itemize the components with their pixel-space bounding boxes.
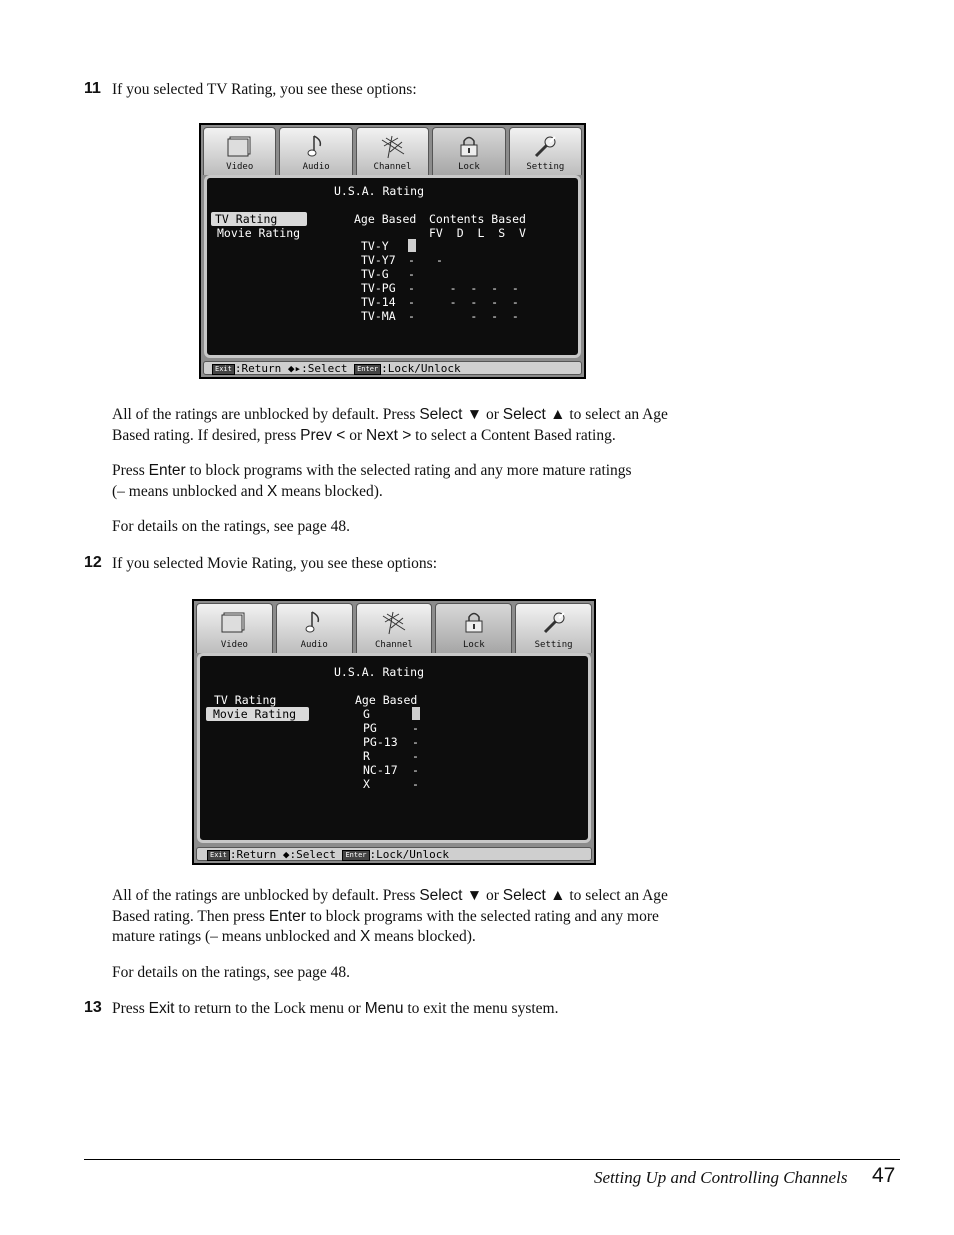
- tab-video: [203, 127, 276, 175]
- tab-label: Setting: [534, 640, 573, 650]
- instruction-paragraph: Press Enter to block programs with the selected rating and any more mature ratings (– means unblocked and X means blocked).: [112, 462, 632, 500]
- age-value: -: [412, 763, 419, 777]
- lock-icon: [463, 610, 485, 634]
- header-contents-based: Contents Based: [429, 212, 526, 226]
- step-text: If you selected TV Rating, you see these options:: [112, 81, 417, 98]
- rating-label: TV-Y7: [361, 253, 396, 267]
- bar-lock: :Lock/Unlock: [381, 362, 461, 375]
- content-values: - - - -: [415, 281, 519, 295]
- help-bar: [196, 847, 592, 861]
- rating-label: PG: [363, 721, 377, 735]
- rating-label: R: [363, 749, 370, 763]
- age-value: -: [412, 749, 419, 763]
- movie-rating-screen: [192, 599, 596, 865]
- tab-setting: [509, 127, 582, 175]
- rating-label: TV-G: [361, 267, 389, 281]
- tab-label: Channel: [375, 640, 413, 650]
- age-value: -: [408, 267, 415, 281]
- instruction-paragraph: All of the ratings are unblocked by default. Press Select ▼ or Select ▲ to select an Age Based rating. If desired, press Prev < or Next > to select a Content Based rating.: [112, 406, 668, 444]
- tab-lock: [435, 603, 512, 653]
- exit-key-icon: Exit: [207, 850, 230, 861]
- music-note-icon: [304, 610, 324, 636]
- rating-label: TV-Y: [361, 239, 389, 253]
- select-arrows-icon: ◆▸: [287, 362, 302, 375]
- wrench-icon: [532, 134, 558, 160]
- rating-label: NC-17: [363, 763, 398, 777]
- rating-label: TV-PG: [361, 281, 396, 295]
- music-note-icon: [306, 134, 326, 160]
- lock-icon: [458, 134, 480, 158]
- step-text: If you selected Movie Rating, you see these options:: [112, 555, 438, 572]
- bar-select: :Select: [289, 848, 336, 861]
- rating-label: X: [363, 777, 370, 791]
- tab-channel: [356, 127, 429, 175]
- age-value: -: [412, 735, 419, 749]
- see-page-note: For details on the ratings, see page 48.: [112, 518, 351, 535]
- see-page-note: For details on the ratings, see page 48.: [112, 964, 351, 981]
- rating-label: TV-MA: [361, 309, 396, 323]
- tab-label: Video: [220, 640, 248, 650]
- menu-tv-rating: TV Rating: [214, 693, 277, 707]
- enter-key-icon: Enter: [342, 850, 369, 861]
- tv-rating-screen: [199, 123, 586, 379]
- header-age-based: Age Based: [354, 212, 417, 226]
- video-icon: [220, 610, 248, 634]
- content-values: -: [436, 253, 443, 267]
- content-values: - - -: [415, 309, 519, 323]
- tab-label: Audio: [300, 640, 328, 650]
- tab-label: Channel: [373, 162, 412, 172]
- tab-channel: [356, 603, 433, 653]
- age-value: -: [412, 777, 419, 791]
- age-value: -: [412, 721, 419, 735]
- tab-label: Lock: [462, 640, 485, 650]
- screen-title: U.S.A. Rating: [334, 665, 425, 679]
- age-value: -: [408, 309, 415, 323]
- tab-label: Video: [226, 162, 254, 172]
- bar-return: :Return: [229, 848, 277, 861]
- exit-key-icon: Exit: [212, 364, 235, 375]
- wrench-icon: [541, 610, 567, 636]
- tab-lock: [432, 127, 505, 175]
- step-text: Press Exit to return to the Lock menu or Menu to exit the menu system.: [112, 1000, 559, 1017]
- bar-lock: :Lock/Unlock: [369, 848, 450, 861]
- tab-setting: [515, 603, 592, 653]
- tab-audio: [279, 127, 352, 175]
- antenna-icon: [379, 610, 409, 636]
- header-age-based: Age Based: [355, 693, 418, 707]
- menu-movie-rating: Movie Rating: [206, 707, 309, 721]
- rating-label: TV-14: [361, 295, 396, 309]
- antenna-icon: [378, 134, 408, 160]
- tab-video: [196, 603, 273, 653]
- screen-title: U.S.A. Rating: [334, 184, 425, 198]
- instruction-paragraph: All of the ratings are unblocked by default. Press Select ▼ or Select ▲ to select an Age Based rating. Then press Enter to block programs with the selected rating and any more mature ratings (– means unblocked and X means blocked).: [112, 887, 668, 945]
- select-arrows-icon: ◆: [282, 848, 290, 861]
- rating-label: G: [363, 707, 370, 721]
- rating-cursor: [408, 239, 416, 253]
- rating-label: PG-13: [363, 735, 398, 749]
- step-number: 11: [84, 80, 101, 97]
- age-value: -: [408, 253, 415, 267]
- footer-title: Setting Up and Controlling Channels: [594, 1168, 848, 1187]
- content-values: - - - -: [415, 295, 519, 309]
- video-icon: [226, 134, 254, 158]
- page-number: 47: [872, 1164, 896, 1187]
- tab-label: Setting: [526, 162, 565, 172]
- content-columns: FV D L S V: [429, 226, 526, 240]
- age-value: -: [408, 295, 415, 309]
- tab-label: Audio: [302, 162, 330, 172]
- rating-cursor: [412, 707, 420, 721]
- bar-return: :Return: [234, 362, 282, 375]
- age-value: -: [408, 281, 415, 295]
- help-bar: [203, 361, 582, 375]
- menu-tv-rating: TV Rating: [211, 212, 307, 226]
- footer-rule: [84, 1159, 900, 1160]
- tab-label: Lock: [458, 162, 480, 172]
- bar-select: :Select: [301, 362, 348, 375]
- tab-audio: [276, 603, 353, 653]
- step-number: 12: [84, 554, 102, 571]
- step-number: 13: [84, 999, 102, 1016]
- menu-movie-rating: Movie Rating: [217, 226, 301, 240]
- enter-key-icon: Enter: [354, 364, 381, 375]
